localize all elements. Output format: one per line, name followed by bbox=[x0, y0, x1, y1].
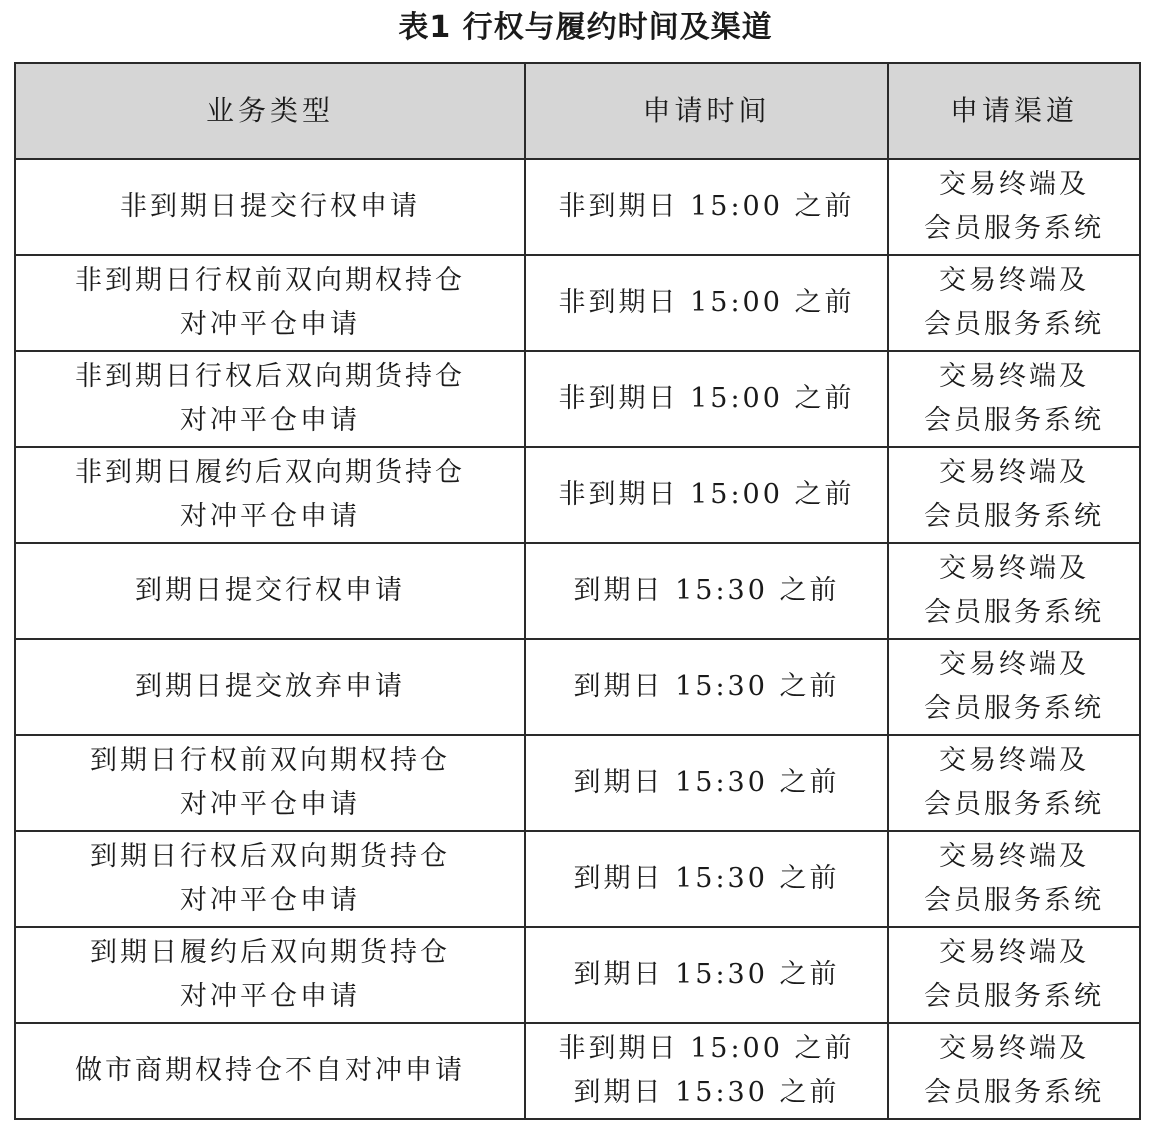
cell-business-type bbox=[15, 1023, 525, 1119]
cell-text-line: 会员服务系统 bbox=[924, 789, 1104, 820]
cell-text-line: 到期日 15:30 之前 bbox=[573, 1077, 840, 1108]
cell-text-line: 交易终端及 bbox=[939, 553, 1089, 584]
cell-text-line: 到期日提交放弃申请 bbox=[135, 671, 405, 702]
cell-text-line: 会员服务系统 bbox=[924, 885, 1104, 916]
cell-text-line: 到期日 15:30 之前 bbox=[573, 959, 840, 990]
cell-text-line: 做市商期权持仓不自对冲申请 bbox=[75, 1055, 465, 1086]
cell-application-channel bbox=[888, 1023, 1140, 1119]
cell-business-type bbox=[15, 735, 525, 831]
cell-text-line: 对冲平仓申请 bbox=[180, 885, 360, 916]
table-row bbox=[15, 351, 1140, 447]
cell-text-line: 交易终端及 bbox=[939, 649, 1089, 680]
cell-business-type bbox=[15, 927, 525, 1023]
cell-business-type bbox=[15, 831, 525, 927]
cell-text-line: 非到期日 15:00 之前 bbox=[558, 479, 855, 510]
cell-application-time bbox=[525, 447, 888, 543]
header-application-time: 申请时间 bbox=[525, 63, 888, 159]
cell-text-line: 非到期日 15:00 之前 bbox=[558, 1033, 855, 1064]
cell-text-line: 交易终端及 bbox=[939, 361, 1089, 392]
cell-application-time bbox=[525, 735, 888, 831]
table-title: 表1 行权与履约时间及渠道 bbox=[398, 10, 773, 45]
cell-application-channel bbox=[888, 447, 1140, 543]
cell-business-type bbox=[15, 159, 525, 255]
cell-application-channel bbox=[888, 255, 1140, 351]
header-business-type: 业务类型 bbox=[15, 63, 525, 159]
cell-text-line: 非到期日行权前双向期权持仓 bbox=[75, 265, 465, 296]
cell-text-line: 非到期日 15:00 之前 bbox=[558, 191, 855, 222]
cell-text-line: 到期日行权后双向期货持仓 bbox=[90, 841, 450, 872]
cell-business-type bbox=[15, 543, 525, 639]
cell-text-line: 交易终端及 bbox=[939, 265, 1089, 296]
cell-text-line: 到期日 15:30 之前 bbox=[573, 863, 840, 894]
cell-application-time bbox=[525, 831, 888, 927]
cell-business-type bbox=[15, 255, 525, 351]
cell-text-line: 到期日 15:30 之前 bbox=[573, 671, 840, 702]
cell-business-type bbox=[15, 447, 525, 543]
cell-text-line: 非到期日提交行权申请 bbox=[120, 191, 420, 222]
cell-text-line: 会员服务系统 bbox=[924, 597, 1104, 628]
cell-text-line: 对冲平仓申请 bbox=[180, 405, 360, 436]
cell-text-line: 非到期日 15:00 之前 bbox=[558, 383, 855, 414]
cell-application-channel bbox=[888, 831, 1140, 927]
table-row bbox=[15, 927, 1140, 1023]
cell-text-line: 会员服务系统 bbox=[924, 405, 1104, 436]
table-row bbox=[15, 1023, 1140, 1119]
cell-application-channel bbox=[888, 639, 1140, 735]
cell-business-type bbox=[15, 351, 525, 447]
cell-text-line: 交易终端及 bbox=[939, 457, 1089, 488]
cell-text-line: 到期日行权前双向期权持仓 bbox=[90, 745, 450, 776]
cell-application-channel bbox=[888, 543, 1140, 639]
table-row bbox=[15, 831, 1140, 927]
cell-text-line: 会员服务系统 bbox=[924, 501, 1104, 532]
cell-text-line: 到期日提交行权申请 bbox=[135, 575, 405, 606]
cell-application-time bbox=[525, 255, 888, 351]
table-row bbox=[15, 447, 1140, 543]
cell-text-line: 会员服务系统 bbox=[924, 309, 1104, 340]
cell-text-line: 到期日 15:30 之前 bbox=[573, 767, 840, 798]
cell-text-line: 交易终端及 bbox=[939, 169, 1089, 200]
cell-text-line: 到期日 15:30 之前 bbox=[573, 575, 840, 606]
cell-text-line: 会员服务系统 bbox=[924, 213, 1104, 244]
cell-text-line: 到期日履约后双向期货持仓 bbox=[90, 937, 450, 968]
cell-text-line: 对冲平仓申请 bbox=[180, 309, 360, 340]
cell-text-line: 对冲平仓申请 bbox=[180, 789, 360, 820]
cell-application-channel bbox=[888, 159, 1140, 255]
table-header-row bbox=[15, 63, 1140, 159]
table-row bbox=[15, 255, 1140, 351]
exercise-schedule-table bbox=[14, 62, 1141, 1120]
cell-application-channel bbox=[888, 927, 1140, 1023]
cell-application-time bbox=[525, 159, 888, 255]
cell-text-line: 非到期日履约后双向期货持仓 bbox=[75, 457, 465, 488]
cell-application-time bbox=[525, 927, 888, 1023]
cell-application-time bbox=[525, 639, 888, 735]
cell-business-type bbox=[15, 639, 525, 735]
cell-text-line: 交易终端及 bbox=[939, 1033, 1089, 1064]
cell-text-line: 交易终端及 bbox=[939, 937, 1089, 968]
cell-application-time bbox=[525, 351, 888, 447]
cell-application-channel bbox=[888, 351, 1140, 447]
cell-text-line: 对冲平仓申请 bbox=[180, 501, 360, 532]
cell-text-line: 会员服务系统 bbox=[924, 693, 1104, 724]
cell-text-line: 非到期日行权后双向期货持仓 bbox=[75, 361, 465, 392]
cell-application-time bbox=[525, 1023, 888, 1119]
cell-text-line: 交易终端及 bbox=[939, 841, 1089, 872]
cell-application-channel bbox=[888, 735, 1140, 831]
table-row bbox=[15, 543, 1140, 639]
header-application-channel: 申请渠道 bbox=[888, 63, 1140, 159]
cell-text-line: 会员服务系统 bbox=[924, 981, 1104, 1012]
table-row bbox=[15, 735, 1140, 831]
cell-text-line: 交易终端及 bbox=[939, 745, 1089, 776]
table-row bbox=[15, 159, 1140, 255]
cell-text-line: 非到期日 15:00 之前 bbox=[558, 287, 855, 318]
cell-text-line: 对冲平仓申请 bbox=[180, 981, 360, 1012]
cell-application-time bbox=[525, 543, 888, 639]
table-row bbox=[15, 639, 1140, 735]
cell-text-line: 会员服务系统 bbox=[924, 1077, 1104, 1108]
